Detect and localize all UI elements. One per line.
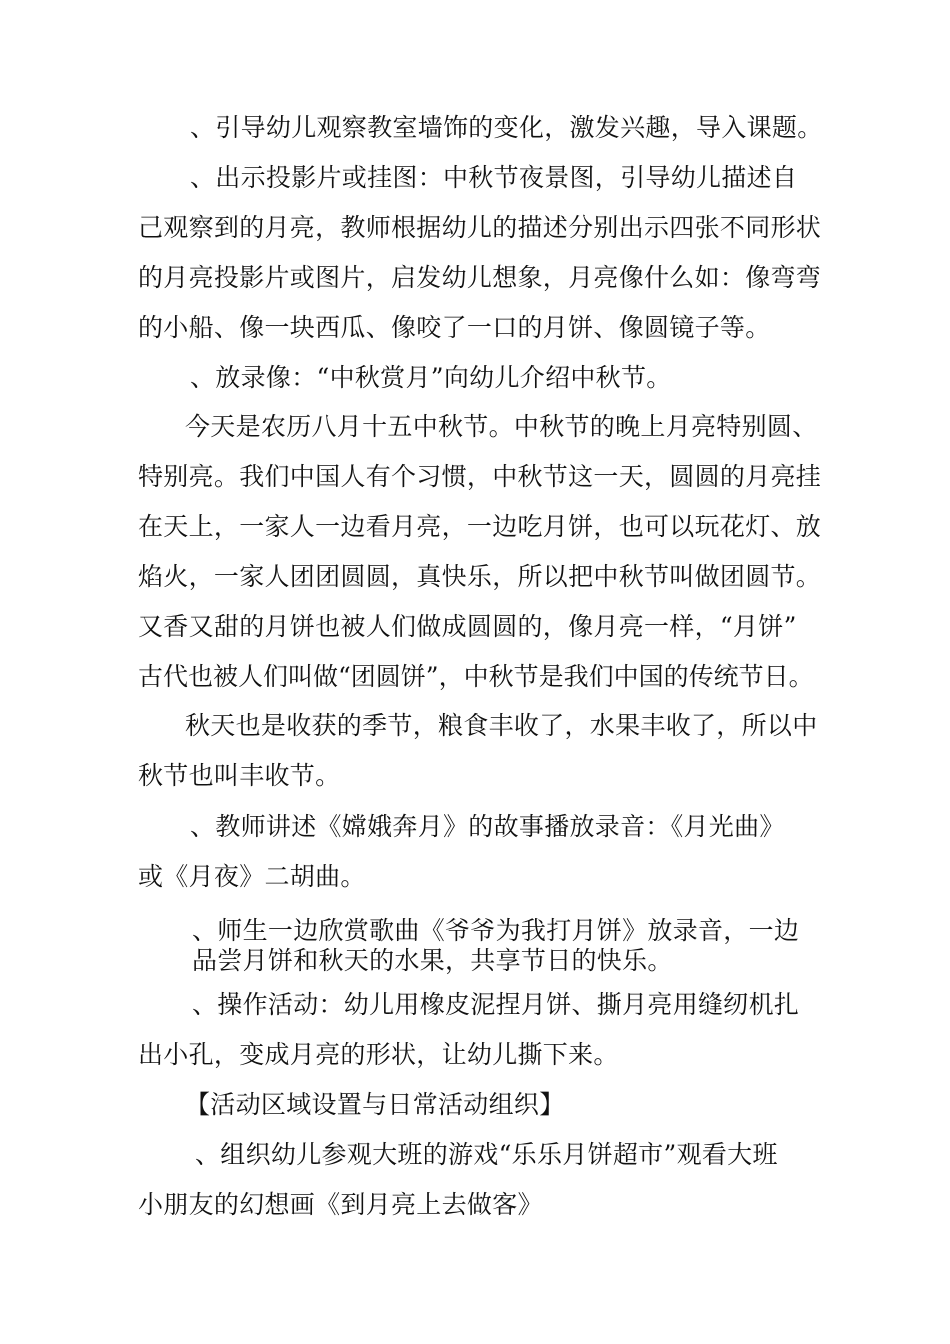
text-line: 特别亮。我们中国人有个习惯，中秋节这一天，圆圆的月亮挂 xyxy=(138,462,822,491)
text-line: 己观察到的月亮，教师根据幼儿的描述分别出示四张不同形状 xyxy=(138,213,822,242)
text-line: 、出示投影片或挂图：中秋节夜景图，引导幼儿描述自 xyxy=(190,163,798,192)
text-line: 、教师讲述《嫦娥奔月》的故事播放录音：《月光曲》 xyxy=(190,812,785,841)
text-line: 古代也被人们叫做“团圆饼”，中秋节是我们中国的传统节日。 xyxy=(138,662,814,691)
text-line: 品尝月饼和秋天的水果，共享节日的快乐。 xyxy=(192,946,673,975)
text-line: 或《月夜》二胡曲。 xyxy=(138,862,366,891)
text-line: 秋天也是收获的季节，粮食丰收了，水果丰收了，所以中 xyxy=(185,711,818,740)
text-line: 今天是农历八月十五中秋节。中秋节的晚上月亮特别圆、 xyxy=(185,412,818,441)
text-line: 、组织幼儿参观大班的游戏“乐乐月饼超市”观看大班 xyxy=(195,1140,778,1169)
text-line: 的月亮投影片或图片，启发幼儿想象，月亮像什么如：像弯弯 xyxy=(138,263,822,292)
text-line: 秋节也叫丰收节。 xyxy=(138,761,341,790)
text-line: 焰火，一家人团团圆圆，真快乐，所以把中秋节叫做团圆节。 xyxy=(138,562,822,591)
text-line: 、操作活动：幼儿用橡皮泥捏月饼、撕月亮用缝纫机扎 xyxy=(192,990,800,1019)
section-heading: 【活动区域设置与日常活动组织】 xyxy=(185,1090,565,1119)
text-line: 在天上，一家人一边看月亮，一边吃月饼，也可以玩花灯、放 xyxy=(138,512,822,541)
text-line: 小朋友的幻想画《到月亮上去做客》 xyxy=(138,1190,543,1219)
text-line: 、引导幼儿观察教室墙饰的变化，激发兴趣，导入课题。 xyxy=(190,113,823,142)
text-line: 的小船、像一块西瓜、像咬了一口的月饼、像圆镜子等。 xyxy=(138,313,771,342)
text-line: 出小孔，变成月亮的形状，让幼儿撕下来。 xyxy=(138,1040,619,1069)
text-line: 、师生一边欣赏歌曲《爷爷为我打月饼》放录音，一边 xyxy=(192,916,800,945)
text-line: 又香又甜的月饼也被人们做成圆圆的，像月亮一样，“月饼” xyxy=(138,612,797,641)
text-line: 、放录像：“中秋赏月”向幼儿介绍中秋节。 xyxy=(190,363,672,392)
